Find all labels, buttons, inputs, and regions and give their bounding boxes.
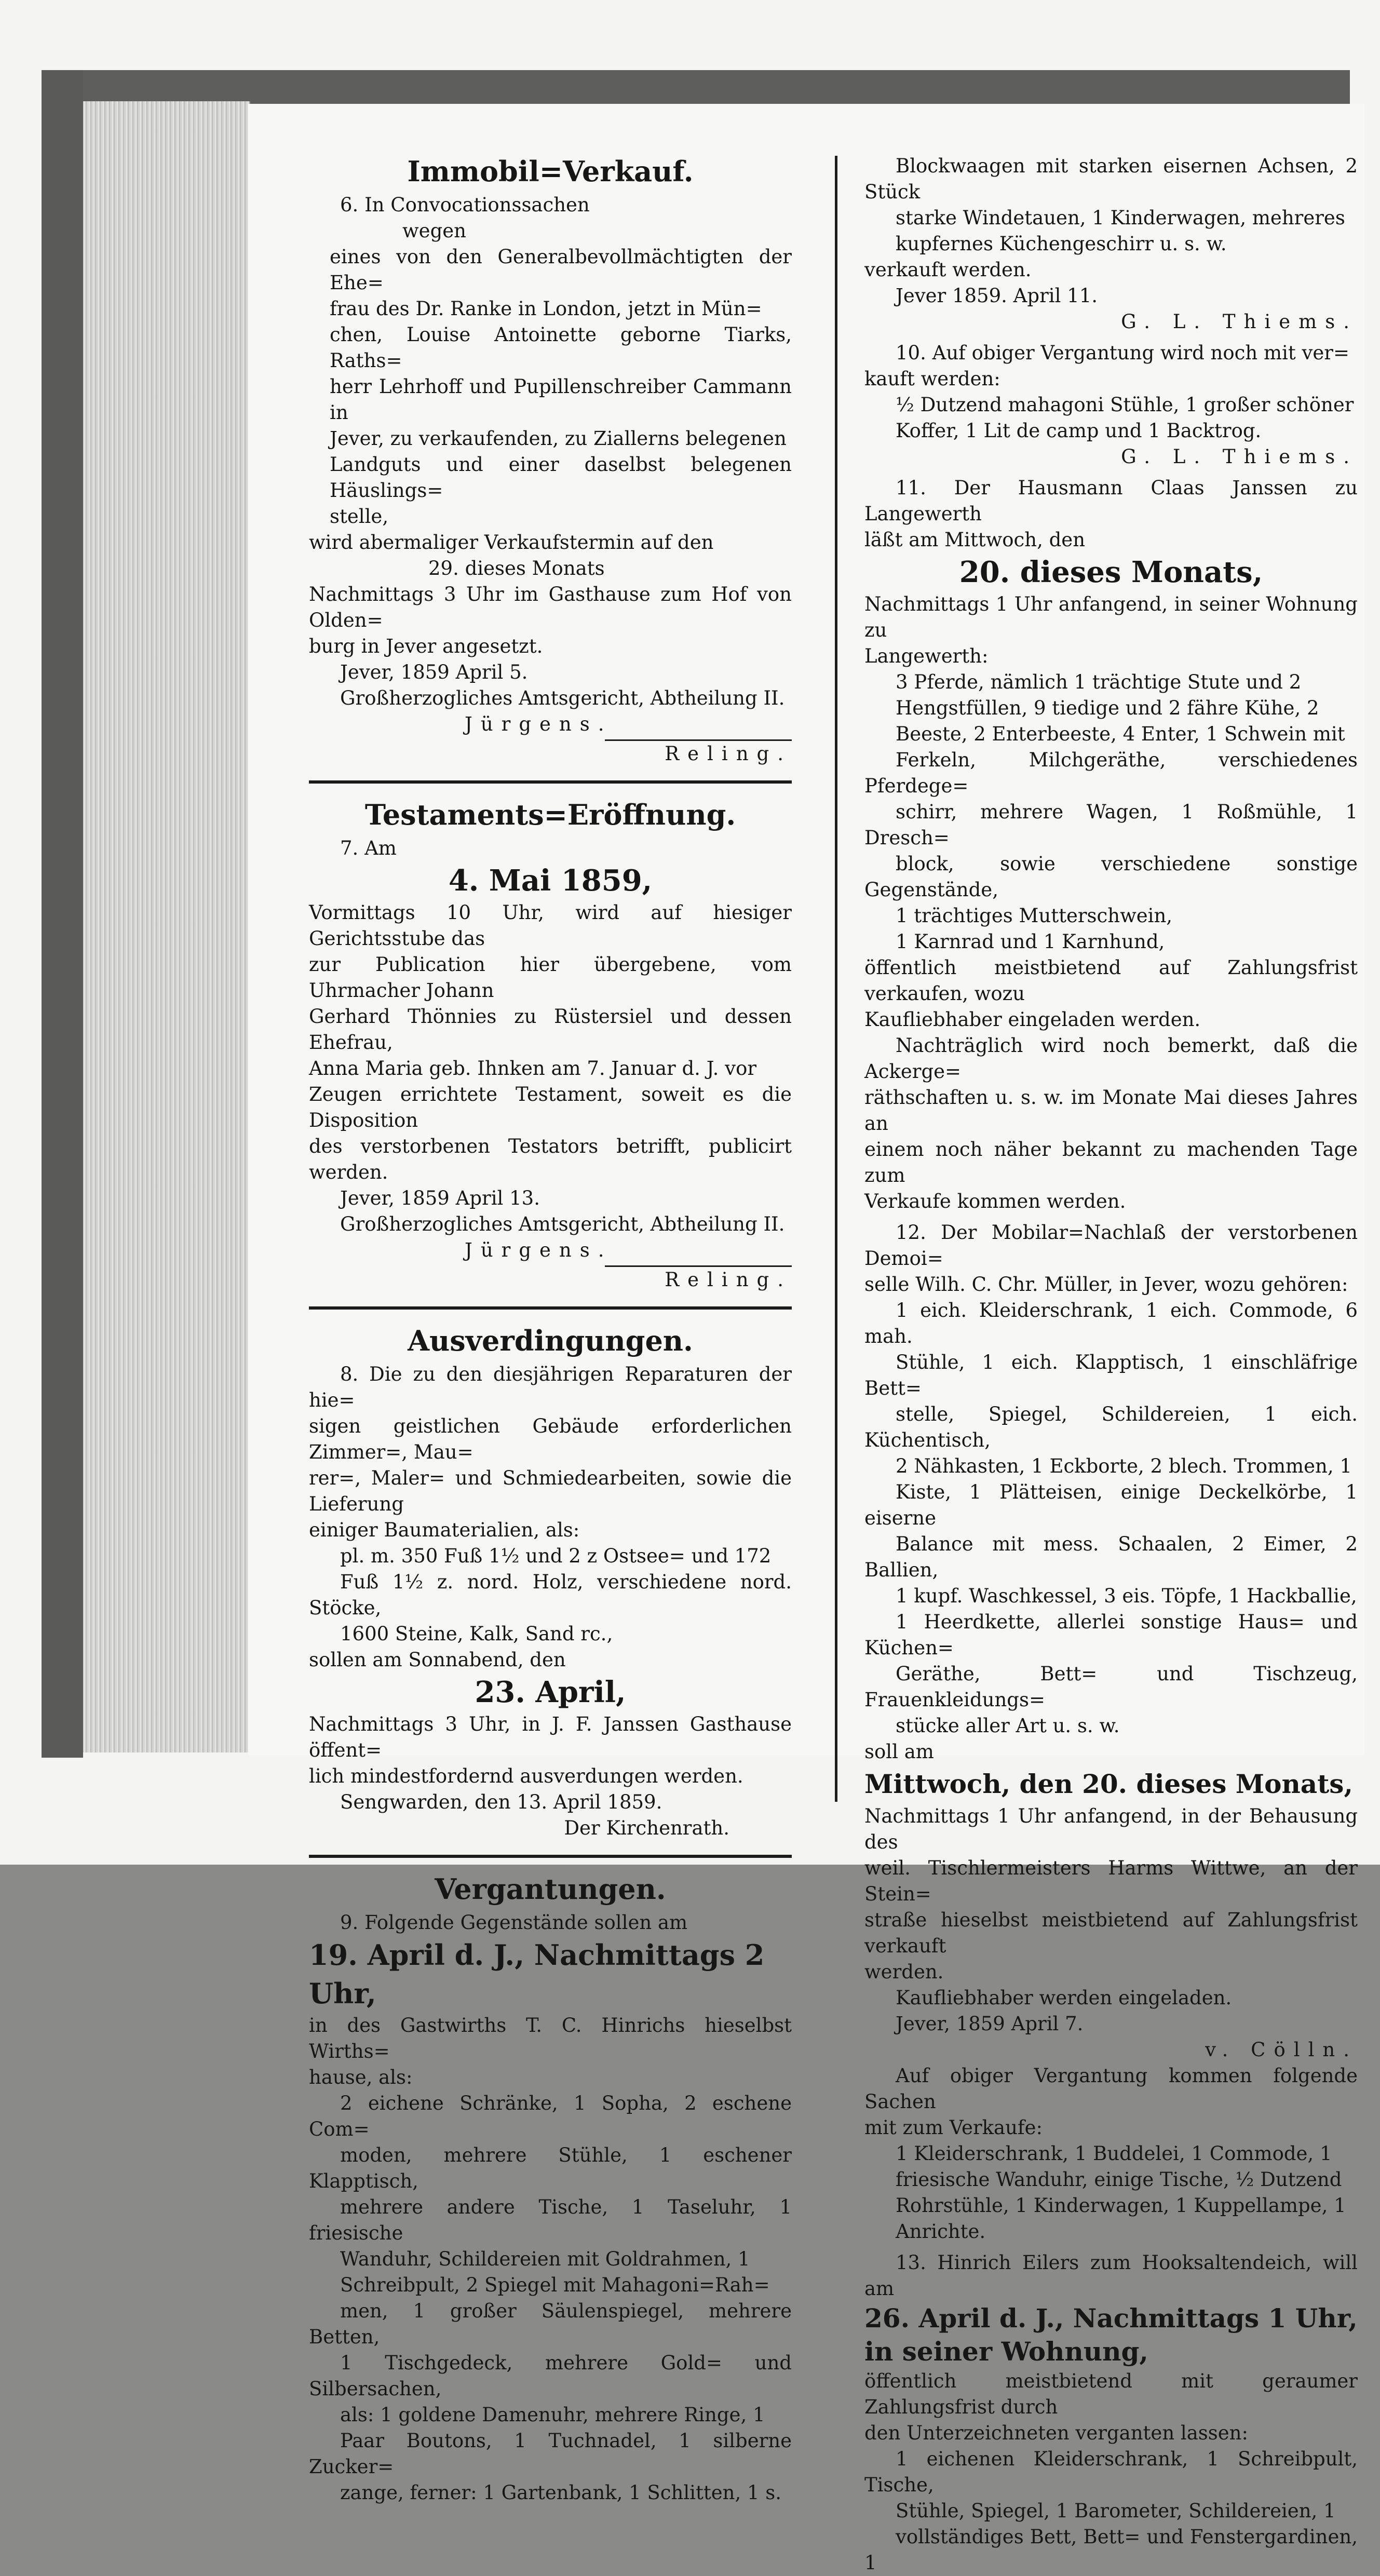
- material-line: pl. m. 350 Fuß 1½ und 2 z Ostsee= und 172: [340, 1545, 772, 1567]
- item-line: Koffer, 1 Lit de camp und 1 Backtrog.: [896, 420, 1262, 442]
- text-line: verkauft werden.: [864, 259, 1032, 281]
- place-date: Jever, 1859 April 7.: [896, 2013, 1084, 2035]
- place-date: Jever 1859. April 11.: [896, 285, 1098, 307]
- text-line: chen, Louise Antoinette geborne Tiarks, Raths=: [330, 323, 792, 372]
- text-line: Jever, zu verkaufenden, zu Ziallerns belegenen: [330, 427, 787, 450]
- item-line: 1 Kleiderschrank, 1 Buddelei, 1 Commode, 1: [896, 2142, 1332, 2165]
- event-date: 4. Mai 1859,: [448, 864, 653, 898]
- text-line: 9. Folgende Gegenstände sollen am: [340, 1911, 688, 1934]
- item-line: men, 1 großer Säulenspiegel, mehrere Betten,: [309, 2300, 792, 2348]
- text-line: stelle,: [330, 505, 389, 528]
- text-line: 7. Am: [340, 837, 397, 859]
- item-line: 1 Karnrad und 1 Karnhund,: [896, 930, 1165, 953]
- text-line: 6. In Convocationssachen: [340, 194, 590, 216]
- signature: Reling.: [665, 743, 792, 765]
- text-line: läßt am Mittwoch, den: [864, 529, 1086, 551]
- text-line: wird abermaliger Verkaufstermin auf den: [309, 531, 714, 554]
- text-line: hause, als:: [309, 2066, 413, 2088]
- text-line: Nachmittags 3 Uhr, in J. F. Janssen Gasthause öffent=: [309, 1713, 792, 1761]
- item-line: stelle, Spiegel, Schildereien, 1 eich. Küchentisch,: [864, 1403, 1358, 1451]
- text-line: herr Lehrhoff und Pupillenschreiber Cammann in: [330, 375, 792, 424]
- text-line: räthschaften u. s. w. im Monate Mai dieses Jahres an: [864, 1086, 1358, 1135]
- text-line: Zeugen errichtete Testament, soweit es die Disposition: [309, 1083, 792, 1131]
- item-line: 1 trächtiges Mutterschwein,: [896, 905, 1173, 927]
- text-line: des verstorbenen Testators betrifft, publicirt werden.: [309, 1135, 792, 1183]
- text-line: eines von den Generalbevollmächtigten der Ehe=: [330, 246, 792, 294]
- text-line: einem noch näher bekannt zu machenden Tage zum: [864, 1138, 1358, 1186]
- section-rule: [309, 1855, 792, 1858]
- item-line: Beeste, 2 Enterbeeste, 4 Enter, 1 Schwein mit: [896, 723, 1345, 745]
- item-line: 3 Pferde, nämlich 1 trächtige Stute und 2: [896, 671, 1302, 693]
- immobil-heading: Immobil=Verkauf.: [407, 155, 694, 188]
- section-rule: [309, 1306, 792, 1310]
- place-date: Jever, 1859 April 13.: [340, 1187, 540, 1209]
- text-line: straße hieselbst meistbietend auf Zahlungsfrist verkauft: [864, 1909, 1358, 1957]
- vergantungen-heading: Vergantungen.: [435, 1872, 666, 1906]
- signature: G. L. Thiems.: [1121, 446, 1358, 468]
- item-line: mehrere andere Tische, 1 Taseluhr, 1 friesische: [309, 2196, 792, 2244]
- item-line: zange, ferner: 1 Gartenbank, 1 Schlitten, 1 s.: [340, 2481, 782, 2504]
- ausverdingungen-heading: Ausverdingungen.: [408, 1324, 693, 1357]
- item-line: 2 Nähkasten, 1 Eckborte, 2 blech. Trommen, 1: [896, 1455, 1352, 1477]
- text-line: Auf obiger Vergantung kommen folgende Sachen: [864, 2065, 1358, 2113]
- text-line: selle Wilh. C. Chr. Müller, in Jever, wozu gehören:: [864, 1273, 1348, 1296]
- item-line: block, sowie verschiedene sonstige Gegenstände,: [864, 853, 1358, 901]
- text-line: Gerhard Thönnies zu Rüstersiel und dessen Ehefrau,: [309, 1005, 792, 1054]
- text-line: soll am: [864, 1741, 934, 1763]
- item-line: Schreibpult, 2 Spiegel mit Mahagoni=Rah=: [340, 2274, 770, 2296]
- text-line: sollen am Sonnabend, den: [309, 1649, 566, 1671]
- signature: Der Kirchenrath.: [564, 1817, 729, 1839]
- text-line: Nachmittags 1 Uhr anfangend, in der Behausung des: [864, 1805, 1358, 1853]
- signature: v. Cölln.: [1205, 2039, 1358, 2061]
- page-edges: [83, 101, 250, 1752]
- item-line: 1 eich. Kleiderschrank, 1 eich. Commode, 6 mah.: [864, 1299, 1358, 1347]
- item-line: Anrichte.: [896, 2220, 986, 2243]
- item-line: moden, mehrere Stühle, 1 eschener Klapptisch,: [309, 2144, 792, 2192]
- text-line: Vormittags 10 Uhr, wird auf hiesiger Gerichtsstube das: [309, 901, 792, 950]
- text-line: starke Windetauen, 1 Kinderwagen, mehreres: [896, 207, 1345, 229]
- text-line: Blockwaagen mit starken eisernen Achsen, 2 Stück: [864, 155, 1358, 203]
- text-line: in des Gastwirths T. C. Hinrichs hieselbst Wirths=: [309, 2014, 792, 2062]
- item-line: ½ Dutzend mahagoni Stühle, 1 großer schöner: [896, 394, 1354, 416]
- text-line: 11. Der Hausmann Claas Janssen zu Langewerth: [864, 477, 1358, 525]
- item-line: vollständiges Bett, Bett= und Fenstergardinen, 1: [864, 2526, 1358, 2574]
- event-date: 20. dieses Monats,: [959, 555, 1263, 589]
- item-line: Rohrstühle, 1 Kinderwagen, 1 Kuppellampe, 1: [896, 2194, 1346, 2217]
- signature: G. L. Thiems.: [1121, 311, 1358, 333]
- text-line: 8. Die zu den diesjährigen Reparaturen der hie=: [309, 1363, 792, 1411]
- text-line: Langewerth:: [864, 645, 989, 667]
- right-column: [864, 153, 1358, 2576]
- item-line: 1 Tischgedeck, mehrere Gold= und Silbersachen,: [309, 2352, 792, 2400]
- term-date: 29. dieses Monats: [428, 557, 605, 579]
- text-line: mit zum Verkaufe:: [864, 2116, 1043, 2139]
- left-column: [309, 151, 792, 2506]
- authority: Großherzogliches Amtsgericht, Abtheilung II.: [340, 687, 785, 709]
- event-date: Mittwoch, den 20. dieses Monats,: [864, 1769, 1353, 1799]
- text-line: den Unterzeichneten verganten lassen:: [864, 2422, 1248, 2444]
- item-line: Geräthe, Bett= und Tischzeug, Frauenkleidungs=: [864, 1663, 1358, 1711]
- signature: Jürgens.: [465, 713, 613, 735]
- text-line: öffentlich meistbietend auf Zahlungsfrist verkaufen, wozu: [864, 956, 1358, 1005]
- text-line: einiger Baumaterialien, als:: [309, 1519, 580, 1541]
- authority: Großherzogliches Amtsgericht, Abtheilung II.: [340, 1213, 785, 1235]
- item-line: Hengstfüllen, 9 tiedige und 2 fähre Kühe, 2: [896, 697, 1319, 719]
- item-line: schirr, mehrere Wagen, 1 Roßmühle, 1 Dresch=: [864, 801, 1358, 849]
- text-line: 12. Der Mobilar=Nachlaß der verstorbenen Demoi=: [864, 1221, 1358, 1270]
- item-line: als: 1 goldene Damenuhr, mehrere Ringe, 1: [340, 2404, 765, 2426]
- item-line: Stühle, Spiegel, 1 Barometer, Schildereien, 1: [896, 2500, 1336, 2522]
- text-line: kupfernes Küchengeschirr u. s. w.: [896, 233, 1227, 255]
- item-line: Kiste, 1 Plätteisen, einige Deckelkörbe, 1 eiserne: [864, 1481, 1358, 1529]
- item-line: 1 kupf. Waschkessel, 3 eis. Töpfe, 1 Hackballie,: [896, 1585, 1357, 1607]
- signature: Reling.: [665, 1269, 792, 1291]
- item-line: 1 Heerdkette, allerlei sonstige Haus= und Küchen=: [864, 1611, 1358, 1659]
- text-line: burg in Jever angesetzt.: [309, 635, 543, 657]
- material-line: Fuß 1½ z. nord. Holz, verschiedene nord. Stöcke,: [309, 1571, 792, 1619]
- place-date: Sengwarden, den 13. April 1859.: [340, 1791, 662, 1813]
- item-line: 1 eichenen Kleiderschrank, 1 Schreibpult, Tische,: [864, 2448, 1358, 2496]
- text-line: weil. Tischlermeisters Harms Wittwe, an der Stein=: [864, 1857, 1358, 1905]
- material-line: 1600 Steine, Kalk, Sand rc.,: [340, 1623, 613, 1645]
- section-rule: [309, 780, 792, 784]
- text-line: Kaufliebhaber eingeladen werden.: [864, 1008, 1201, 1031]
- text-line: Nachträglich wird noch bemerkt, daß die Ackerge=: [864, 1034, 1358, 1083]
- signature: Jürgens.: [465, 1239, 613, 1261]
- item-line: Wanduhr, Schildereien mit Goldrahmen, 1: [340, 2248, 750, 2270]
- testament-heading: Testaments=Eröffnung.: [364, 798, 736, 831]
- column-divider: [835, 156, 837, 1802]
- item-line: 2 eichene Schränke, 1 Sopha, 2 eschene Com=: [309, 2092, 792, 2140]
- item-line: friesische Wanduhr, einige Tische, ½ Dutzend: [896, 2168, 1342, 2191]
- item-line: stücke aller Art u. s. w.: [896, 1715, 1120, 1737]
- book-cover-spine: [42, 70, 83, 1758]
- text-line: Nachmittags 3 Uhr im Gasthause zum Hof von Olden=: [309, 583, 792, 631]
- text-line: frau des Dr. Ranke in London, jetzt in Mün=: [330, 298, 762, 320]
- text-line: Anna Maria geb. Ihnken am 7. Januar d. J. vor: [309, 1057, 757, 1080]
- item-line: Paar Boutons, 1 Tuchnadel, 1 silberne Zucker=: [309, 2430, 792, 2478]
- event-date: 23. April,: [475, 1675, 626, 1709]
- text-line: Verkaufe kommen werden.: [864, 1190, 1126, 1212]
- text-line: Landguts und einer daselbst belegenen Häuslings=: [330, 453, 792, 502]
- item-line: Stühle, 1 eich. Klapptisch, 1 einschläfrige Bett=: [864, 1351, 1358, 1399]
- text-line: sigen geistlichen Gebäude erforderlichen Zimmer=, Mau=: [309, 1415, 792, 1463]
- item-line: Ferkeln, Milchgeräthe, verschiedenes Pferdege=: [864, 749, 1358, 797]
- text-line: 10. Auf obiger Vergantung wird noch mit ver=: [896, 342, 1349, 364]
- text-line: rer=, Maler= und Schmiedearbeiten, sowie die Lieferung: [309, 1467, 792, 1515]
- text-line: Nachmittags 1 Uhr anfangend, in seiner Wohnung zu: [864, 593, 1358, 641]
- text-line: kauft werden:: [864, 368, 1000, 390]
- place-date: Jever, 1859 April 5.: [340, 661, 528, 683]
- text-line: 13. Hinrich Eilers zum Hooksaltendeich, will am: [864, 2251, 1358, 2300]
- text-line: wegen: [402, 220, 466, 242]
- text-line: werden.: [864, 1961, 944, 1983]
- text-line: zur Publication hier übergebene, vom Uhrmacher Johann: [309, 953, 792, 1002]
- event-date: 19. April d. J., Nachmittags 2 Uhr,: [309, 1938, 765, 2010]
- event-date: 26. April d. J., Nachmittags 1 Uhr, in seiner Wohnung,: [864, 2303, 1358, 2367]
- text-line: öffentlich meistbietend mit geraumer Zahlungsfrist durch: [864, 2370, 1358, 2418]
- item-line: Balance mit mess. Schaalen, 2 Eimer, 2 Ballien,: [864, 1533, 1358, 1581]
- text-line: lich mindestfordernd ausverdungen werden.: [309, 1765, 743, 1787]
- text-line: Kaufliebhaber werden eingeladen.: [896, 1987, 1232, 2009]
